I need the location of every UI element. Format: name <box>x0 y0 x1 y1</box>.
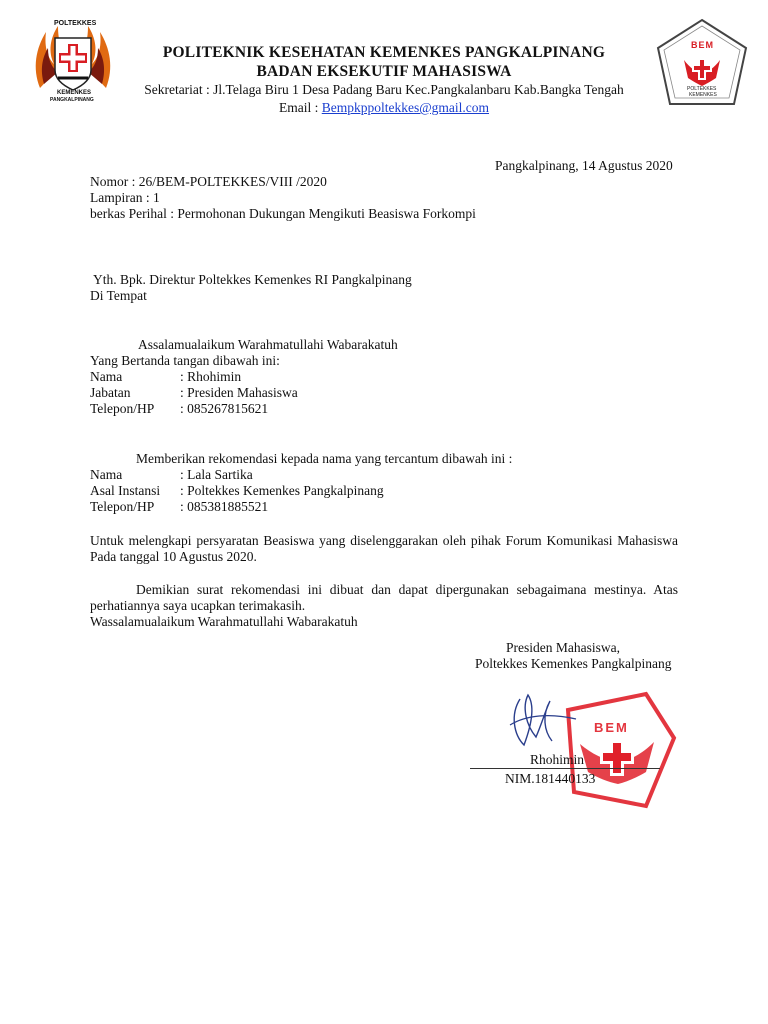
logo-text-bottom: KEMENKES <box>57 90 92 96</box>
bem-logo-text: BEM <box>691 40 714 50</box>
detail-value: : Poltekkes Kemenkes Pangkalpinang <box>180 483 384 498</box>
recipient: Yth. Bpk. Direktur Poltekkes Kemenkes RI Pangkalpinang <box>93 272 412 287</box>
logo-text-city: PANGKALPINANG <box>50 97 94 103</box>
recommendation-intro: Memberikan rekomendasi kepada nama yang tercantum dibawah ini : <box>136 451 513 466</box>
bem-logo-sub2: KEMENKES <box>689 92 717 98</box>
letter-subject: berkas Perihal : Permohonan Dukungan Mengikuti Beasiswa Forkompi <box>90 206 476 221</box>
institution-name: POLITEKNIK KESEHATAN KEMENKES PANGKALPINANG <box>162 44 606 61</box>
stamp-text: BEM <box>594 720 629 735</box>
signer-details <box>90 369 298 417</box>
secretariat-address: Sekretariat : Jl.Telaga Biru 1 Desa Padang Baru Kec.Pangkalanbaru Kab.Bangka Tengah <box>144 82 624 97</box>
email-label: Email : <box>278 100 322 115</box>
detail-label: Asal Instansi <box>90 483 161 498</box>
email-link[interactable]: Bempkppoltekkes@gmail.com <box>321 100 490 115</box>
greeting: Assalamualaikum Warahmatullahi Wabarakatuh <box>138 337 398 352</box>
sign-institution: Poltekkes Kemenkes Pangkalpinang <box>475 656 672 671</box>
signer-nim: NIM.181440133 <box>505 771 596 786</box>
letter-number: Nomor : 26/BEM-POLTEKKES/VIII /2020 <box>90 174 327 189</box>
detail-label: Telepon/HP <box>90 401 155 416</box>
detail-value: : Lala Sartika <box>180 467 253 482</box>
bem-logo-sub1: POLTEKKES <box>687 86 717 92</box>
signer-name: Rhohimin <box>530 752 585 767</box>
letter-date: Pangkalpinang, 14 Agustus 2020 <box>495 158 673 173</box>
detail-label: Telepon/HP <box>90 499 155 514</box>
detail-row <box>90 369 298 385</box>
signature-line <box>470 768 660 769</box>
detail-row <box>90 467 384 483</box>
closing-paragraph: Demikian surat rekomendasi ini dibuat dan dapat dipergunakan sebagaimana mestinya. Atas perhatiannya saya ucapkan terimakasih. <box>90 582 678 613</box>
purpose-paragraph: Untuk melengkapi persyaratan Beasiswa yang diselenggarakan oleh pihak Forum Komunikasi Mahasiswa Pada tanggal 10 Agustus 2020. <box>90 533 678 564</box>
detail-label: Nama <box>90 369 123 384</box>
detail-value: : 085267815621 <box>180 401 269 416</box>
detail-value: : Presiden Mahasiswa <box>180 385 298 400</box>
sign-title: Presiden Mahasiswa, <box>506 640 620 655</box>
candidate-details <box>90 467 384 515</box>
detail-row <box>90 483 384 499</box>
recipient-place: Di Tempat <box>90 288 147 303</box>
letter-attachment: Lampiran : 1 <box>90 190 160 205</box>
detail-label: Nama <box>90 467 123 482</box>
intro-line: Yang Bertanda tangan dibawah ini: <box>90 353 280 368</box>
farewell: Wassalamualaikum Warahmatullahi Wabarakatuh <box>90 614 358 629</box>
detail-value: : 085381885521 <box>180 499 269 514</box>
email-line <box>0 100 768 116</box>
detail-row <box>90 499 384 515</box>
detail-row <box>90 401 298 417</box>
logo-text-top: POLTEKKES <box>54 20 97 27</box>
organization-name: BADAN EKSEKUTIF MAHASISWA <box>256 63 512 80</box>
detail-row <box>90 385 298 401</box>
detail-label: Jabatan <box>90 385 131 400</box>
detail-value: : Rhohimin <box>180 369 242 384</box>
